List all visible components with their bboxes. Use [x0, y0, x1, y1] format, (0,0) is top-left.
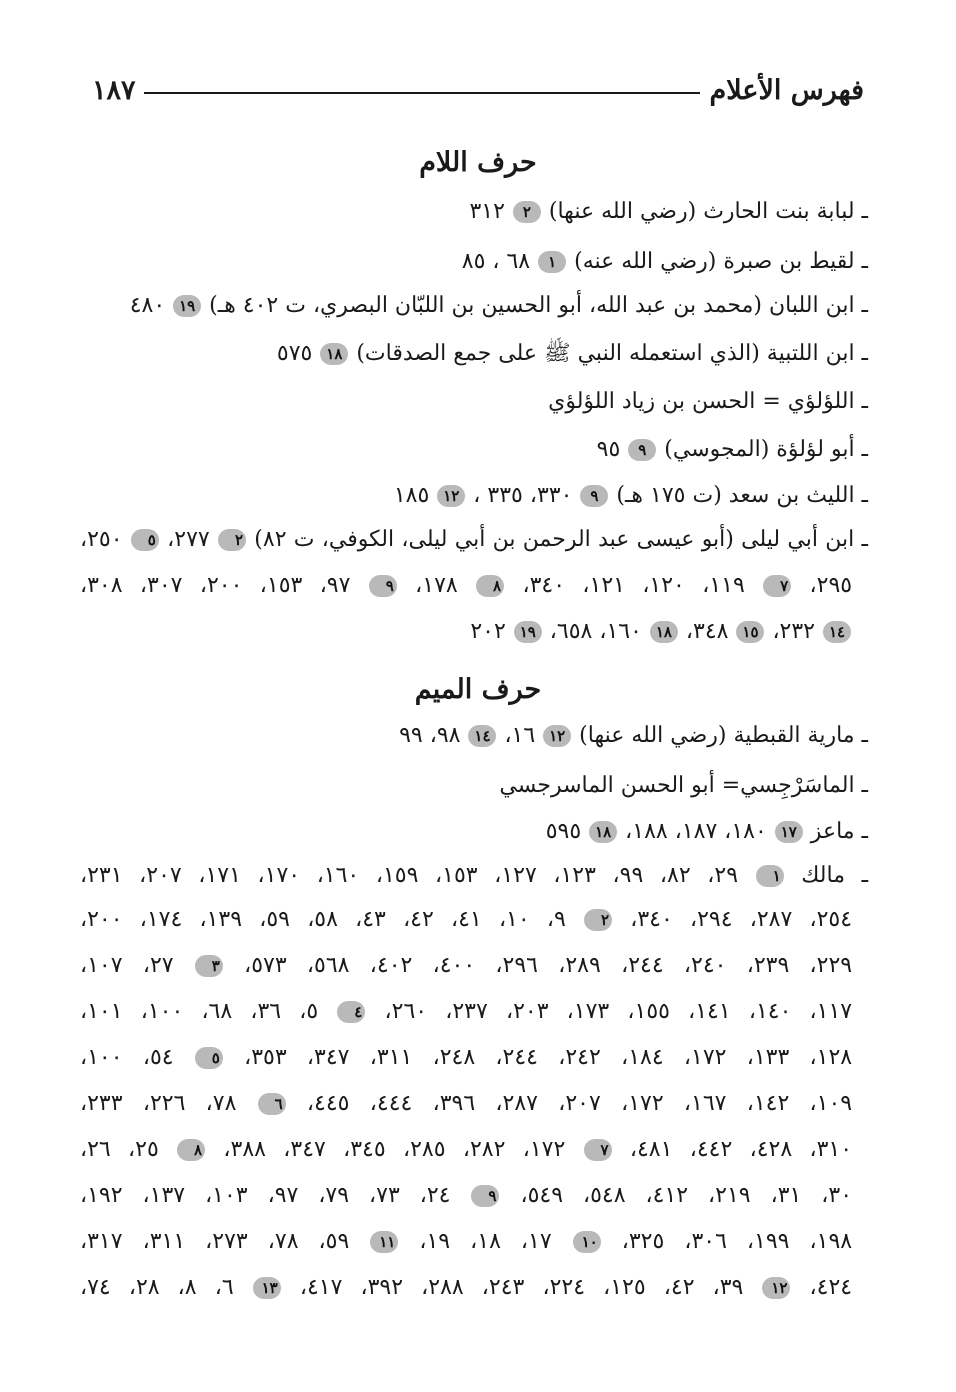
index-entry [80, 856, 868, 896]
entry-text: ٢٥، ٢٦، [80, 1137, 177, 1162]
section-title-lam: حرف اللام [419, 147, 537, 178]
entry-text: ٦٨ ، ٨٥ [461, 249, 538, 274]
entry-text: ـ الماسَرْجِسي= أبو الحسن الماسرجسي [499, 773, 868, 798]
volume-badge: ١١ [370, 1231, 398, 1253]
entry-text: ٤٢٤، [791, 1275, 853, 1300]
index-entry-continuation [80, 566, 852, 606]
index-entry [80, 476, 868, 516]
entry-text: ـ أبو لؤلؤة (المجوسي) [657, 437, 868, 462]
entry-text: ٣٤٨، [678, 619, 736, 644]
volume-badge: ١٣ [253, 1277, 281, 1299]
volume-badge: ١٨ [650, 621, 678, 643]
volume-badge: ١ [538, 251, 566, 273]
index-entry-continuation [80, 1130, 852, 1170]
entry-text: ٩، ١٠، ٤١، ٤٢، ٤٣، ٥٨، ٥٩، ١٣٩، ١٧٤، ٢٠٠، [80, 907, 584, 932]
entry-text: ٥٤، ١٠٠، [80, 1045, 194, 1070]
section-title-mim: حرف الميم [414, 674, 542, 705]
entry-text: ٣٠، ٣١، ٢١٩، ٤١٢، ٥٤٨، ٥٤٩، [500, 1183, 853, 1208]
volume-badge: ٩ [580, 485, 608, 507]
entry-text: ١٧٢، ٢٨٢، ٢٨٥، ٣٤٥، ٣٤٧، ٣٨٨، [206, 1137, 583, 1162]
volume-badge: ٣ [195, 955, 223, 977]
entry-text: ٥٧٥ [276, 341, 320, 366]
volume-badge: ٩ [369, 575, 397, 597]
volume-badge: ٩ [628, 439, 656, 461]
volume-badge: ١٩ [173, 295, 201, 317]
entry-text: ـ مالك [784, 863, 869, 888]
entry-text: ١٧٨، [397, 573, 476, 598]
volume-badge: ١٢ [543, 725, 571, 747]
volume-badge: ٥ [131, 529, 159, 551]
volume-badge: ١٤ [823, 621, 851, 643]
index-entry [80, 520, 868, 560]
entry-text: ٥٩، ٧٨، ٢٧٣، ٣١١، ٣١٧، [80, 1229, 370, 1254]
index-entry [80, 430, 868, 470]
volume-badge: ٨ [177, 1139, 205, 1161]
entry-text: ٣٩، ٤٢، ١٢٥، ٢٢٤، ٢٤٣، ٢٨٨، ٣٩٢، ٤١٧، [281, 1275, 762, 1300]
index-entry-continuation [80, 900, 852, 940]
entry-text: ـ اللؤلؤي = الحسن بن زياد اللؤلؤي [548, 389, 868, 414]
volume-badge: ١٢ [437, 485, 465, 507]
entry-text: ١٢٨، ١٣٣، ١٧٢، ١٨٤، ٢٤٢، ٢٤٤، ٢٤٨، ٣١١، ٣٤٧، ٣٥٣، [223, 1045, 853, 1070]
volume-badge: ٨ [476, 575, 504, 597]
volume-badge: ١٤ [468, 725, 496, 747]
entry-text: ٦، ٨، ٢٨، ٧٤، [80, 1275, 252, 1300]
entry-text: ٣١٢ [469, 199, 512, 224]
index-entry-continuation [80, 1222, 852, 1262]
entry-text: ٢٧، ١٠٧، [80, 953, 194, 978]
volume-badge: ٩ [471, 1185, 499, 1207]
running-title: فهرس الأعلام [709, 74, 864, 106]
entry-text: ٩٥ [596, 437, 628, 462]
entry-text: ١١٧، ١٤٠، ١٤١، ١٥٥، ١٧٣، ٢٠٣، ٢٣٧، ٢٦٠، [366, 999, 853, 1024]
entry-text: ٥٩٥ [545, 819, 589, 844]
index-entry-continuation [80, 992, 852, 1032]
index-entry [80, 382, 868, 422]
entry-text: ٢٣٢، [765, 619, 822, 644]
volume-badge: ١٥ [736, 621, 764, 643]
entry-text: ـ لقيط بن صبرة (رضي الله عنه) [567, 249, 868, 274]
entry-text: ١٩٨، ١٩٩، ٣٠٦، ٣٢٥، [601, 1229, 853, 1254]
index-entry [80, 192, 868, 232]
volume-badge: ١٨ [589, 821, 617, 843]
entry-text: ـ مارية القبطية (رضي الله عنها) [572, 723, 868, 748]
volume-badge: ١٠ [573, 1231, 601, 1253]
entry-text: ٢٧٧، [159, 527, 217, 552]
entry-text: ـ ماعز [803, 819, 868, 844]
page-header [92, 70, 864, 110]
volume-badge: ١٢ [762, 1277, 790, 1299]
entry-text: ٢٢٩، ٢٣٩، ٢٤٠، ٢٤٤، ٢٨٩، ٢٩٦، ٤٠٠، ٤٠٢، ٥٦٨، ٥٧٣، [223, 953, 853, 978]
entry-text: ١٧، ١٨، ١٩، [399, 1229, 572, 1254]
index-entry [80, 334, 868, 374]
index-entry [80, 716, 868, 756]
entry-text: ـ ابن اللتبية (الذي استعمله النبي ﷺ على جمع الصدقات) [349, 341, 868, 366]
volume-badge: ٥ [195, 1047, 223, 1069]
index-entry-continuation [80, 1084, 852, 1124]
index-entry-continuation [80, 612, 852, 652]
entry-text: ـ ابن اللبان (محمد بن عبد الله، أبو الحسين بن اللبّان البصري، ت ٤٠٢ هـ) [202, 293, 868, 318]
volume-badge: ٤ [337, 1001, 365, 1023]
entry-text: ٢٩٥، [792, 573, 853, 598]
entry-text: ٢٥٠، [80, 527, 130, 552]
entry-text: ٩٧، ١٥٣، ٢٠٠، ٣٠٧، ٣٠٨، [80, 573, 368, 598]
index-entry [80, 286, 868, 326]
index-entry-continuation [80, 1268, 852, 1308]
entry-text: ١١٩، ١٢٠، ١٢١، ٣٤٠، [505, 573, 763, 598]
entry-text: ٣١٠، ٤٢٨، ٤٤٢، ٤٨١، [612, 1137, 853, 1162]
entry-text: ٢٥٤، ٢٨٧، ٢٩٤، ٣٤٠، [613, 907, 853, 932]
volume-badge: ٢ [218, 529, 246, 551]
page-number: ١٨٧ [92, 74, 136, 106]
entry-text: ١٠٩، ١٤٢، ١٦٧، ١٧٢، ٢٠٧، ٢٨٧، ٣٩٦، ٤٤٤، ٤٤٥، [286, 1091, 853, 1116]
index-entry-continuation [80, 1038, 852, 1078]
volume-badge: ٢ [513, 201, 541, 223]
volume-badge: ١٧ [775, 821, 803, 843]
entry-text: ١٨٠، ١٨٧، ١٨٨، [618, 819, 774, 844]
entry-text: ٤٨٠ [129, 293, 173, 318]
volume-badge: ١٨ [320, 343, 348, 365]
header-rule [144, 92, 700, 94]
entry-text: ٣٣٠، ٣٣٥ ، [466, 483, 580, 508]
volume-badge: ٦ [258, 1093, 286, 1115]
volume-badge: ٧ [584, 1139, 612, 1161]
entry-text: ـ الليث بن سعد (ت ١٧٥ هـ) [609, 483, 868, 508]
entry-text: ٧٨، ٢٢٦، ٢٣٣، [80, 1091, 257, 1116]
index-entry-continuation [80, 1176, 852, 1216]
volume-badge: ٧ [763, 575, 791, 597]
entry-text: ٢٠٢ [470, 619, 513, 644]
index-entry-continuation [80, 946, 852, 986]
entry-text: ٥، ٣٦، ٦٨، ١٠٠، ١٠١، [80, 999, 337, 1024]
entry-text: ١٦٠، ٦٥٨، [542, 619, 649, 644]
entry-text: ٢٤، ٧٣، ٧٩، ٩٧، ١٠٣، ١٣٧، ١٩٢، [80, 1183, 471, 1208]
index-entry [80, 812, 868, 852]
volume-badge: ١ [756, 865, 784, 887]
entry-text: ـ لبابة بنت الحارث (رضي الله عنها) [541, 199, 868, 224]
entry-text: ٩٨، ٩٩ [399, 723, 468, 748]
index-entry [80, 766, 868, 806]
index-entry [80, 242, 868, 282]
volume-badge: ١٩ [514, 621, 542, 643]
volume-badge: ٢ [584, 909, 612, 931]
entry-text: ١٨٥ [393, 483, 437, 508]
entry-text: ـ ابن أبي ليلى (أبو عيسى عبد الرحمن بن أبي ليلى، الكوفي، ت ٨٢) [247, 527, 868, 552]
entry-text: ١٦، [497, 723, 543, 748]
entry-text: ٢٩، ٨٢، ٩٩، ١٢٣، ١٢٧، ١٥٣، ١٥٩، ١٦٠، ١٧٠، ١٧١، ٢٠٧، ٢٣١، [80, 863, 755, 888]
